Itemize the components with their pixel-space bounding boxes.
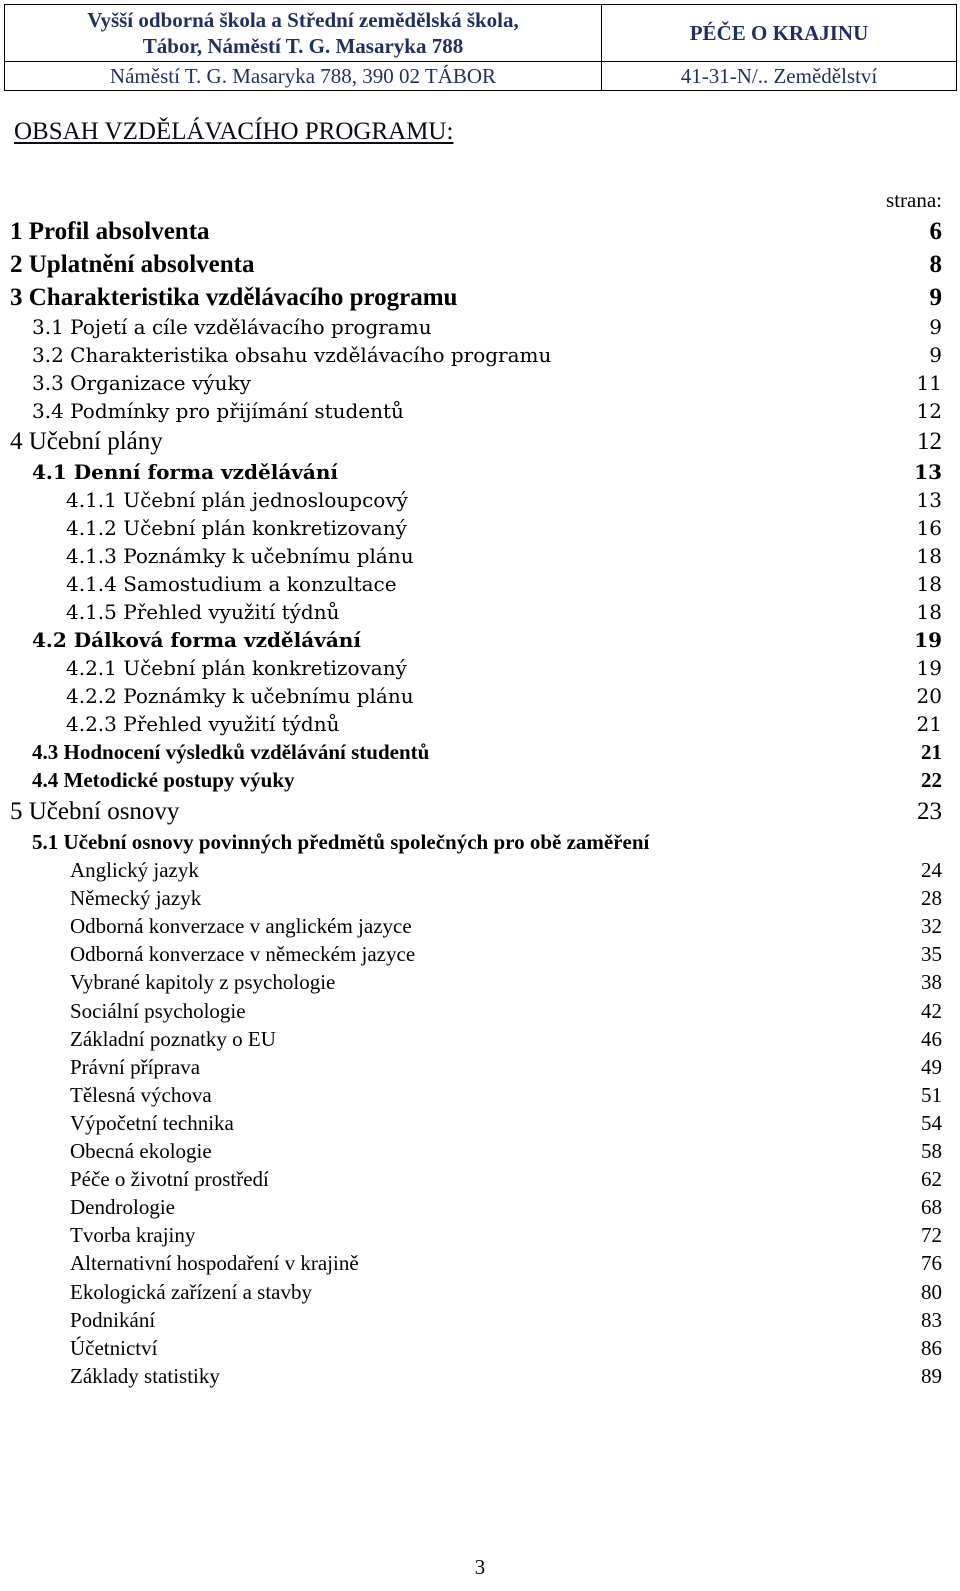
toc-entry-title: Odborná konverzace v anglickém jazyce — [70, 914, 412, 939]
toc-entry-title: Ekologická zařízení a stavby — [70, 1279, 312, 1304]
toc-entry-title: Dendrologie — [70, 1195, 175, 1220]
toc-entry-title: 4.2 Dálková forma vzdělávání — [32, 628, 361, 652]
toc-entry-title: Tělesná výchova — [70, 1082, 212, 1107]
school-address: Náměstí T. G. Masaryka 788, 390 02 TÁBOR — [5, 62, 602, 91]
program-code: 41-31-N/.. Zemědělství — [602, 62, 957, 91]
toc-entry-page: 89 — [921, 1363, 942, 1388]
toc-entry-page: 22 — [921, 768, 942, 792]
toc-entry-page: 19 — [916, 656, 942, 680]
toc-entry-title: Právní příprava — [70, 1054, 201, 1079]
toc-entry-page: 19 — [914, 628, 942, 652]
toc-entry-title: 4.2.2 Poznámky k učebnímu plánu — [66, 684, 414, 708]
toc-entry-title: 5.1 Učební osnovy povinných předmětů společných pro obě zaměření — [32, 830, 650, 854]
toc-entry-title: 4.2.1 Učební plán konkretizovaný — [66, 656, 407, 680]
toc-entry-title: 4.1.3 Poznámky k učebnímu plánu — [66, 544, 414, 568]
toc-entry-page: 35 — [921, 942, 942, 967]
toc-entry-page: 21 — [916, 712, 942, 736]
toc-entry-page: 32 — [921, 914, 942, 939]
toc-entry-page: 42 — [921, 998, 942, 1023]
toc-entry-page: 11 — [916, 371, 942, 395]
toc-entry-title: Německý jazyk — [70, 886, 202, 911]
toc-entry-page: 76 — [921, 1251, 942, 1276]
toc-entry-page: 18 — [916, 572, 942, 596]
toc-entry-page: 83 — [921, 1307, 942, 1332]
toc-entry-page: 28 — [921, 886, 942, 911]
toc-entry-title: Alternativní hospodaření v krajině — [70, 1251, 359, 1276]
toc-entry-page: 51 — [921, 1082, 942, 1107]
toc-entry-title: Tvorba krajiny — [70, 1223, 196, 1248]
toc-entry-title: Základy statistiky — [70, 1363, 220, 1388]
toc-entry-page: 23 — [917, 798, 942, 825]
toc-entry-page: 9 — [929, 284, 942, 311]
toc-entry-title: 4.2.3 Přehled využití týdnů — [66, 712, 340, 736]
school-name-cell — [5, 5, 602, 62]
page-header — [4, 4, 957, 91]
toc-entry-title: Výpočetní technika — [70, 1110, 234, 1135]
page-number: 3 — [474, 1555, 486, 1579]
toc-entry-title: 4.1 Denní forma vzdělávání — [32, 460, 338, 484]
toc-entry-page: 72 — [921, 1223, 942, 1248]
toc-entry-page: 21 — [921, 740, 942, 764]
toc-entry-title: 4.3 Hodnocení výsledků vzdělávání studentů — [32, 740, 430, 764]
toc-entry-title: 4.1.2 Učební plán konkretizovaný — [66, 516, 407, 540]
toc-entry-page: 9 — [929, 315, 942, 339]
school-line-2: Tábor, Náměstí T. G. Masaryka 788 — [142, 34, 464, 58]
toc-entry-page: 54 — [921, 1110, 942, 1135]
toc-entry-title: 3.2 Charakteristika obsahu vzdělávacího programu — [32, 343, 552, 367]
toc-entry-title: Obecná ekologie — [70, 1139, 212, 1163]
toc-entry-page: 18 — [916, 544, 942, 568]
toc-entry-page: 80 — [921, 1279, 942, 1304]
toc-entry-page: 12 — [917, 428, 942, 455]
toc-entry-title: 2 Uplatnění absolventa — [10, 251, 255, 278]
toc-entry-title: 3 Charakteristika vzdělávacího programu — [10, 284, 458, 311]
toc-entry-title: 3.1 Pojetí a cíle vzdělávacího programu — [32, 315, 432, 339]
toc-entry-page: 68 — [921, 1195, 942, 1220]
toc-entry-title: Vybrané kapitoly z psychologie — [70, 970, 336, 995]
toc-entry-title: Anglický jazyk — [70, 858, 199, 882]
toc-entry-page: 24 — [921, 858, 942, 882]
toc-entry-title: 4 Učební plány — [10, 428, 163, 455]
toc-entry-title: 3.3 Organizace výuky — [32, 371, 251, 395]
page-title: OBSAH VZDĚLÁVACÍHO PROGRAMU: — [14, 118, 454, 145]
toc-entry-page: 38 — [921, 970, 942, 995]
toc-entry-title: 4.1.4 Samostudium a konzultace — [66, 572, 397, 596]
school-line-1: Vyšší odborná škola a Střední zemědělská škola, — [87, 8, 519, 32]
toc-entry-page: 18 — [916, 600, 942, 624]
toc-entry-title: Základní poznatky o EU — [70, 1026, 276, 1051]
toc-entry-page: 46 — [921, 1026, 942, 1051]
toc-entry-page: 13 — [916, 488, 942, 512]
toc-entry-title: Účetnictví — [70, 1335, 158, 1360]
toc-entry-page: 49 — [921, 1054, 942, 1079]
toc-entry-page: 58 — [921, 1139, 942, 1163]
toc-entry-page: 62 — [921, 1167, 942, 1192]
toc-entry-page: 12 — [916, 399, 942, 423]
toc-entry-page: 16 — [916, 516, 942, 540]
toc-entry-title: Odborná konverzace v německém jazyce — [70, 942, 416, 967]
toc-entry-title: Podnikání — [70, 1307, 156, 1332]
toc-entry-page: 8 — [929, 251, 942, 278]
toc-entry-title: 5 Učební osnovy — [10, 798, 180, 825]
toc-entry-page: 20 — [916, 684, 942, 708]
toc-entry-title: 4.4 Metodické postupy výuky — [32, 768, 295, 792]
toc-entry-page: 86 — [921, 1335, 942, 1360]
toc-entry-title: 1 Profil absolventa — [10, 218, 210, 245]
toc-entry-title: 3.4 Podmínky pro přijímání studentů — [32, 399, 404, 423]
toc-entry-title: 4.1.5 Přehled využití týdnů — [66, 600, 340, 624]
toc-entry-page: 13 — [914, 460, 942, 484]
toc-entry-title: 4.1.1 Učební plán jednosloupcový — [66, 488, 408, 512]
toc-entry-title: Sociální psychologie — [70, 998, 246, 1023]
program-name: PÉČE O KRAJINU — [602, 5, 957, 62]
toc-entry-page: 6 — [929, 218, 942, 245]
page-column-label: strana: — [886, 188, 942, 212]
toc-entry-title: Péče o životní prostředí — [70, 1167, 269, 1192]
toc-entry-page: 9 — [929, 343, 942, 367]
